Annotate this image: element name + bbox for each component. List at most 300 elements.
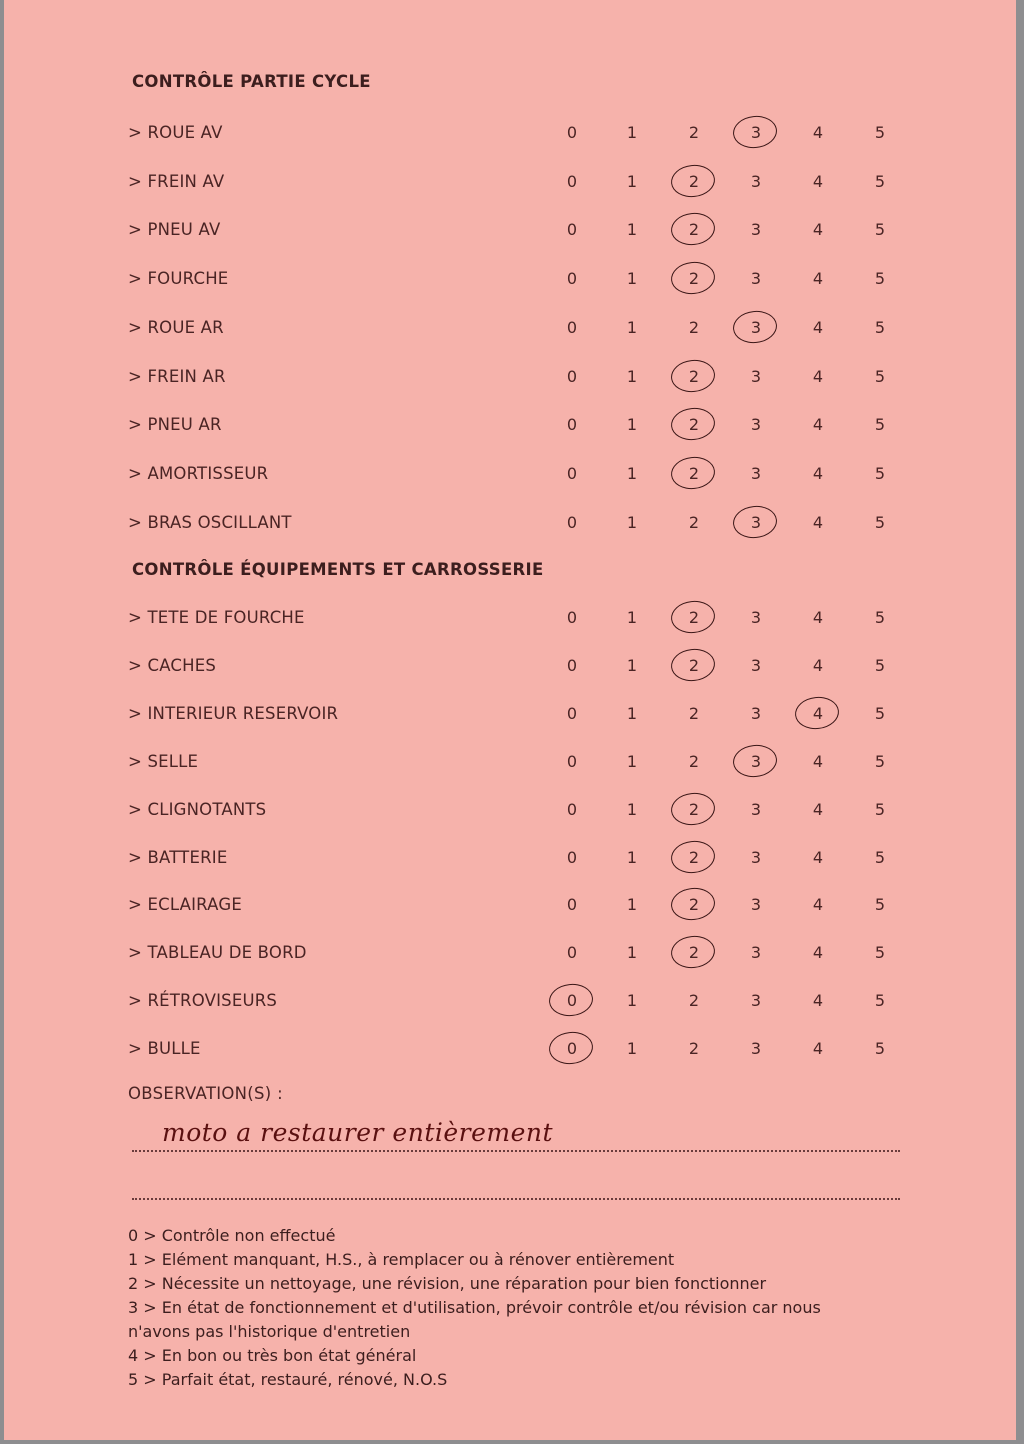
score-value: 0	[566, 512, 578, 532]
observations-handwritten-text: moto a restaurer entièrement	[162, 1118, 554, 1147]
score-option-5[interactable]	[860, 170, 900, 194]
score-value: 1	[626, 895, 638, 915]
rating-row-label: > PNEU AR	[128, 415, 222, 435]
score-value: 4	[812, 655, 824, 675]
score-option-1[interactable]	[612, 1037, 652, 1061]
score-value: 3	[750, 220, 762, 240]
score-option-0[interactable]	[552, 941, 592, 965]
score-value: 0	[566, 943, 578, 963]
score-value: 4	[812, 269, 824, 289]
hand-drawn-circle-mark	[731, 114, 778, 150]
score-value: 0	[566, 415, 578, 435]
score-option-0[interactable]	[552, 462, 592, 486]
score-value: 1	[626, 943, 638, 963]
score-value: 1	[626, 317, 638, 337]
score-value: 5	[874, 608, 886, 627]
legend-line: 1 > Elément manquant, H.S., à remplacer ou à rénover entièrement	[128, 1250, 675, 1269]
score-value: 2	[688, 847, 700, 867]
rating-row	[4, 267, 1016, 307]
score-value: 5	[874, 655, 886, 675]
score-value: 1	[626, 1039, 638, 1059]
score-value: 5	[874, 991, 886, 1011]
score-value: 4	[812, 608, 824, 627]
score-option-0[interactable]	[552, 511, 592, 535]
score-option-4[interactable]	[798, 798, 838, 822]
hand-drawn-circle-mark	[547, 982, 594, 1018]
hand-drawn-circle-mark	[669, 357, 716, 393]
rating-row-label: > INTERIEUR RESERVOIR	[128, 703, 339, 723]
score-option-1[interactable]	[612, 846, 652, 870]
score-option-4[interactable]	[798, 365, 838, 389]
score-value: 1	[626, 171, 638, 191]
score-option-0[interactable]	[552, 702, 592, 726]
score-value: 5	[874, 171, 886, 191]
score-option-2[interactable]	[674, 462, 714, 486]
score-value: 3	[750, 512, 762, 532]
score-option-3[interactable]	[736, 121, 776, 145]
score-option-5[interactable]	[860, 462, 900, 486]
score-value: 5	[874, 703, 886, 723]
score-option-0[interactable]	[552, 1037, 592, 1061]
score-value: 5	[874, 269, 886, 289]
score-value: 2	[688, 1039, 700, 1059]
score-value: 4	[812, 943, 824, 963]
score-option-4[interactable]	[798, 170, 838, 194]
rating-row-label: > CACHES	[128, 655, 217, 675]
score-option-3[interactable]	[736, 654, 776, 678]
rating-row	[4, 893, 1016, 933]
score-value: 3	[750, 895, 762, 915]
score-option-5[interactable]	[860, 941, 900, 965]
score-value: 5	[874, 415, 886, 435]
rating-row	[4, 1037, 1016, 1077]
score-value: 2	[688, 220, 700, 240]
rating-row-label: > TETE DE FOURCHE	[128, 608, 305, 627]
score-value: 2	[688, 895, 700, 915]
rating-row-label: > BRAS OSCILLANT	[128, 512, 292, 532]
score-value: 1	[626, 847, 638, 867]
score-option-5[interactable]	[860, 413, 900, 437]
score-option-1[interactable]	[612, 511, 652, 535]
legend-line: 5 > Parfait état, restauré, rénové, N.O.S	[128, 1370, 448, 1389]
score-option-2[interactable]	[674, 941, 714, 965]
score-value: 4	[812, 366, 824, 386]
observation-line-1	[132, 1150, 900, 1152]
legend-line: 4 > En bon ou très bon état général	[128, 1346, 417, 1365]
hand-drawn-circle-mark	[793, 695, 840, 731]
score-option-5[interactable]	[860, 606, 900, 630]
score-value: 4	[812, 751, 824, 771]
score-option-0[interactable]	[552, 606, 592, 630]
score-value: 3	[750, 463, 762, 483]
score-value: 4	[812, 123, 824, 142]
hand-drawn-circle-mark	[669, 790, 716, 826]
hand-drawn-circle-mark	[731, 503, 778, 539]
hand-drawn-circle-mark	[669, 647, 716, 683]
score-value: 1	[626, 366, 638, 386]
score-option-1[interactable]	[612, 267, 652, 291]
score-option-3[interactable]	[736, 170, 776, 194]
score-value: 0	[566, 799, 578, 819]
score-value: 2	[688, 171, 700, 191]
score-value: 0	[566, 847, 578, 867]
score-value: 3	[750, 943, 762, 963]
hand-drawn-circle-mark	[669, 934, 716, 970]
score-value: 0	[566, 171, 578, 191]
score-option-0[interactable]	[552, 218, 592, 242]
score-value: 3	[750, 415, 762, 435]
score-value: 0	[566, 703, 578, 723]
hand-drawn-circle-mark	[731, 742, 778, 778]
score-value: 1	[626, 123, 638, 142]
rating-row	[4, 511, 1016, 551]
score-value: 0	[566, 317, 578, 337]
score-value: 5	[874, 220, 886, 240]
score-option-1[interactable]	[612, 893, 652, 917]
rating-row-label: > SELLE	[128, 751, 199, 771]
rating-row-label: > BULLE	[128, 1039, 201, 1059]
score-value: 2	[688, 655, 700, 675]
score-value: 4	[812, 1039, 824, 1059]
score-option-2[interactable]	[674, 606, 714, 630]
score-value: 2	[688, 123, 700, 142]
score-value: 1	[626, 220, 638, 240]
score-option-1[interactable]	[612, 218, 652, 242]
score-value: 2	[688, 608, 700, 627]
score-option-4[interactable]	[798, 893, 838, 917]
score-option-2[interactable]	[674, 893, 714, 917]
rating-row	[4, 606, 1016, 646]
score-option-4[interactable]	[798, 511, 838, 535]
score-option-5[interactable]	[860, 654, 900, 678]
rating-row-label: > RÉTROVISEURS	[128, 991, 278, 1011]
score-option-4[interactable]	[798, 218, 838, 242]
score-value: 2	[688, 512, 700, 532]
hand-drawn-circle-mark	[669, 838, 716, 874]
rating-row	[4, 798, 1016, 838]
score-value: 1	[626, 799, 638, 819]
score-value: 5	[874, 317, 886, 337]
score-value: 4	[812, 220, 824, 240]
score-option-0[interactable]	[552, 365, 592, 389]
score-value: 4	[812, 703, 824, 723]
hand-drawn-circle-mark	[669, 211, 716, 247]
hand-drawn-circle-mark	[731, 309, 778, 345]
rating-row-label: > ROUE AV	[128, 123, 223, 142]
rating-row	[4, 218, 1016, 258]
score-option-0[interactable]	[552, 989, 592, 1013]
score-value: 5	[874, 847, 886, 867]
score-option-4[interactable]	[798, 413, 838, 437]
score-option-2[interactable]	[674, 750, 714, 774]
rating-row-label: > ECLAIRAGE	[128, 895, 242, 915]
score-option-1[interactable]	[612, 654, 652, 678]
rating-row	[4, 121, 1016, 161]
hand-drawn-circle-mark	[669, 886, 716, 922]
score-option-5[interactable]	[860, 218, 900, 242]
score-option-3[interactable]	[736, 365, 776, 389]
score-option-4[interactable]	[798, 989, 838, 1013]
score-value: 3	[750, 366, 762, 386]
score-option-0[interactable]	[552, 267, 592, 291]
score-value: 1	[626, 415, 638, 435]
score-option-2[interactable]	[674, 413, 714, 437]
score-option-0[interactable]	[552, 121, 592, 145]
score-option-3[interactable]	[736, 893, 776, 917]
score-option-3[interactable]	[736, 750, 776, 774]
score-value: 2	[688, 463, 700, 483]
score-value: 4	[812, 512, 824, 532]
score-option-0[interactable]	[552, 798, 592, 822]
score-option-1[interactable]	[612, 462, 652, 486]
score-value: 3	[750, 991, 762, 1011]
rating-row	[4, 462, 1016, 502]
score-value: 1	[626, 512, 638, 532]
score-value: 2	[688, 799, 700, 819]
rating-row	[4, 750, 1016, 790]
score-value: 5	[874, 463, 886, 483]
score-value: 3	[750, 655, 762, 675]
score-value: 0	[566, 1039, 578, 1059]
score-value: 2	[688, 943, 700, 963]
legend-line: 3 > En état de fonctionnement et d'utilisation, prévoir contrôle et/ou révision car nous	[128, 1298, 821, 1317]
score-value: 5	[874, 799, 886, 819]
score-option-2[interactable]	[674, 511, 714, 535]
score-value: 5	[874, 895, 886, 915]
score-option-3[interactable]	[736, 989, 776, 1013]
score-option-0[interactable]	[552, 846, 592, 870]
score-value: 2	[688, 751, 700, 771]
score-value: 2	[688, 269, 700, 289]
score-option-3[interactable]	[736, 462, 776, 486]
score-value: 3	[750, 608, 762, 627]
score-value: 4	[812, 171, 824, 191]
score-option-2[interactable]	[674, 121, 714, 145]
hand-drawn-circle-mark	[669, 455, 716, 491]
score-option-3[interactable]	[736, 1037, 776, 1061]
score-option-4[interactable]	[798, 267, 838, 291]
rating-row	[4, 413, 1016, 453]
score-option-3[interactable]	[736, 511, 776, 535]
rating-row-label: > BATTERIE	[128, 847, 228, 867]
rating-row-label: > CLIGNOTANTS	[128, 799, 267, 819]
score-option-3[interactable]	[736, 798, 776, 822]
score-option-5[interactable]	[860, 846, 900, 870]
score-option-2[interactable]	[674, 989, 714, 1013]
score-option-3[interactable]	[736, 316, 776, 340]
score-value: 3	[750, 269, 762, 289]
score-value: 0	[566, 991, 578, 1011]
rating-row	[4, 170, 1016, 210]
score-value: 2	[688, 991, 700, 1011]
score-option-4[interactable]	[798, 846, 838, 870]
score-option-5[interactable]	[860, 702, 900, 726]
score-value: 5	[874, 123, 886, 142]
rating-row	[4, 846, 1016, 886]
score-option-2[interactable]	[674, 170, 714, 194]
score-value: 3	[750, 171, 762, 191]
score-option-2[interactable]	[674, 702, 714, 726]
section-title-equipment: CONTRÔLE ÉQUIPEMENTS ET CARROSSERIE	[132, 560, 544, 579]
section-title-cycle: CONTRÔLE PARTIE CYCLE	[132, 72, 371, 91]
rating-row	[4, 941, 1016, 981]
score-option-3[interactable]	[736, 218, 776, 242]
score-value: 0	[566, 463, 578, 483]
score-option-4[interactable]	[798, 1037, 838, 1061]
score-value: 3	[750, 799, 762, 819]
rating-row-label: > PNEU AV	[128, 220, 221, 240]
score-option-3[interactable]	[736, 413, 776, 437]
score-value: 4	[812, 463, 824, 483]
score-option-5[interactable]	[860, 121, 900, 145]
score-option-4[interactable]	[798, 702, 838, 726]
rating-row-label: > FREIN AR	[128, 366, 226, 386]
score-option-4[interactable]	[798, 941, 838, 965]
score-option-0[interactable]	[552, 413, 592, 437]
score-value: 0	[566, 269, 578, 289]
score-option-4[interactable]	[798, 462, 838, 486]
score-option-3[interactable]	[736, 941, 776, 965]
score-option-1[interactable]	[612, 316, 652, 340]
inspection-form-sheet	[4, 0, 1016, 1440]
score-option-0[interactable]	[552, 750, 592, 774]
score-option-5[interactable]	[860, 750, 900, 774]
score-option-1[interactable]	[612, 989, 652, 1013]
score-option-1[interactable]	[612, 798, 652, 822]
hand-drawn-circle-mark	[547, 1030, 594, 1066]
score-option-2[interactable]	[674, 365, 714, 389]
score-option-4[interactable]	[798, 316, 838, 340]
hand-drawn-circle-mark	[669, 162, 716, 198]
rating-legend	[128, 1224, 908, 1392]
legend-line: 0 > Contrôle non effectué	[128, 1226, 336, 1245]
score-value: 4	[812, 847, 824, 867]
score-option-5[interactable]	[860, 267, 900, 291]
score-option-3[interactable]	[736, 267, 776, 291]
score-option-4[interactable]	[798, 606, 838, 630]
score-value: 1	[626, 608, 638, 627]
score-option-2[interactable]	[674, 798, 714, 822]
hand-drawn-circle-mark	[669, 406, 716, 442]
score-value: 4	[812, 415, 824, 435]
score-value: 1	[626, 655, 638, 675]
rating-row	[4, 316, 1016, 356]
score-option-1[interactable]	[612, 170, 652, 194]
score-value: 3	[750, 847, 762, 867]
score-option-1[interactable]	[612, 365, 652, 389]
rating-row-label: > TABLEAU DE BORD	[128, 943, 307, 963]
score-value: 3	[750, 1039, 762, 1059]
hand-drawn-circle-mark	[669, 599, 716, 635]
score-value: 0	[566, 123, 578, 142]
score-option-4[interactable]	[798, 750, 838, 774]
score-option-2[interactable]	[674, 1037, 714, 1061]
score-value: 0	[566, 655, 578, 675]
score-value: 0	[566, 895, 578, 915]
score-value: 5	[874, 366, 886, 386]
score-value: 3	[750, 317, 762, 337]
rating-row-label: > ROUE AR	[128, 317, 224, 337]
score-value: 4	[812, 317, 824, 337]
score-value: 1	[626, 463, 638, 483]
score-option-0[interactable]	[552, 170, 592, 194]
score-value: 0	[566, 751, 578, 771]
score-value: 4	[812, 895, 824, 915]
score-value: 0	[566, 220, 578, 240]
rating-row	[4, 702, 1016, 742]
score-value: 3	[750, 751, 762, 771]
score-option-1[interactable]	[612, 413, 652, 437]
rating-row	[4, 654, 1016, 694]
score-option-0[interactable]	[552, 316, 592, 340]
rating-row-label: > FREIN AV	[128, 171, 225, 191]
score-option-2[interactable]	[674, 846, 714, 870]
score-value: 2	[688, 317, 700, 337]
score-option-0[interactable]	[552, 893, 592, 917]
score-value: 1	[626, 991, 638, 1011]
score-option-2[interactable]	[674, 267, 714, 291]
observations-label: OBSERVATION(S) :	[128, 1084, 283, 1103]
score-value: 2	[688, 366, 700, 386]
score-value: 4	[812, 991, 824, 1011]
score-value: 1	[626, 751, 638, 771]
score-option-2[interactable]	[674, 218, 714, 242]
score-option-1[interactable]	[612, 606, 652, 630]
score-option-5[interactable]	[860, 1037, 900, 1061]
score-option-1[interactable]	[612, 702, 652, 726]
score-option-5[interactable]	[860, 511, 900, 535]
score-option-1[interactable]	[612, 750, 652, 774]
score-value: 2	[688, 703, 700, 723]
score-option-1[interactable]	[612, 941, 652, 965]
score-option-4[interactable]	[798, 121, 838, 145]
score-option-3[interactable]	[736, 846, 776, 870]
score-value: 5	[874, 1039, 886, 1059]
score-value: 0	[566, 608, 578, 627]
score-option-5[interactable]	[860, 798, 900, 822]
score-option-3[interactable]	[736, 702, 776, 726]
score-option-2[interactable]	[674, 316, 714, 340]
score-value: 1	[626, 269, 638, 289]
score-value: 5	[874, 512, 886, 532]
legend-line: 2 > Nécessite un nettoyage, une révision, une réparation pour bien fonctionner	[128, 1274, 767, 1293]
score-option-5[interactable]	[860, 989, 900, 1013]
rating-row	[4, 989, 1016, 1029]
score-value: 3	[750, 123, 762, 142]
score-option-5[interactable]	[860, 316, 900, 340]
score-value: 5	[874, 751, 886, 771]
score-value: 0	[566, 366, 578, 386]
score-option-1[interactable]	[612, 121, 652, 145]
score-value: 2	[688, 415, 700, 435]
score-option-5[interactable]	[860, 365, 900, 389]
rating-row-label: > FOURCHE	[128, 269, 229, 289]
legend-line: n'avons pas l'historique d'entretien	[128, 1322, 411, 1341]
score-option-3[interactable]	[736, 606, 776, 630]
score-option-2[interactable]	[674, 654, 714, 678]
score-value: 1	[626, 703, 638, 723]
rating-row-label: > AMORTISSEUR	[128, 463, 269, 483]
hand-drawn-circle-mark	[669, 260, 716, 296]
score-value: 3	[750, 703, 762, 723]
score-option-0[interactable]	[552, 654, 592, 678]
score-option-5[interactable]	[860, 893, 900, 917]
score-value: 4	[812, 799, 824, 819]
observation-line-2	[132, 1198, 900, 1200]
score-option-4[interactable]	[798, 654, 838, 678]
rating-row	[4, 365, 1016, 405]
score-value: 5	[874, 943, 886, 963]
